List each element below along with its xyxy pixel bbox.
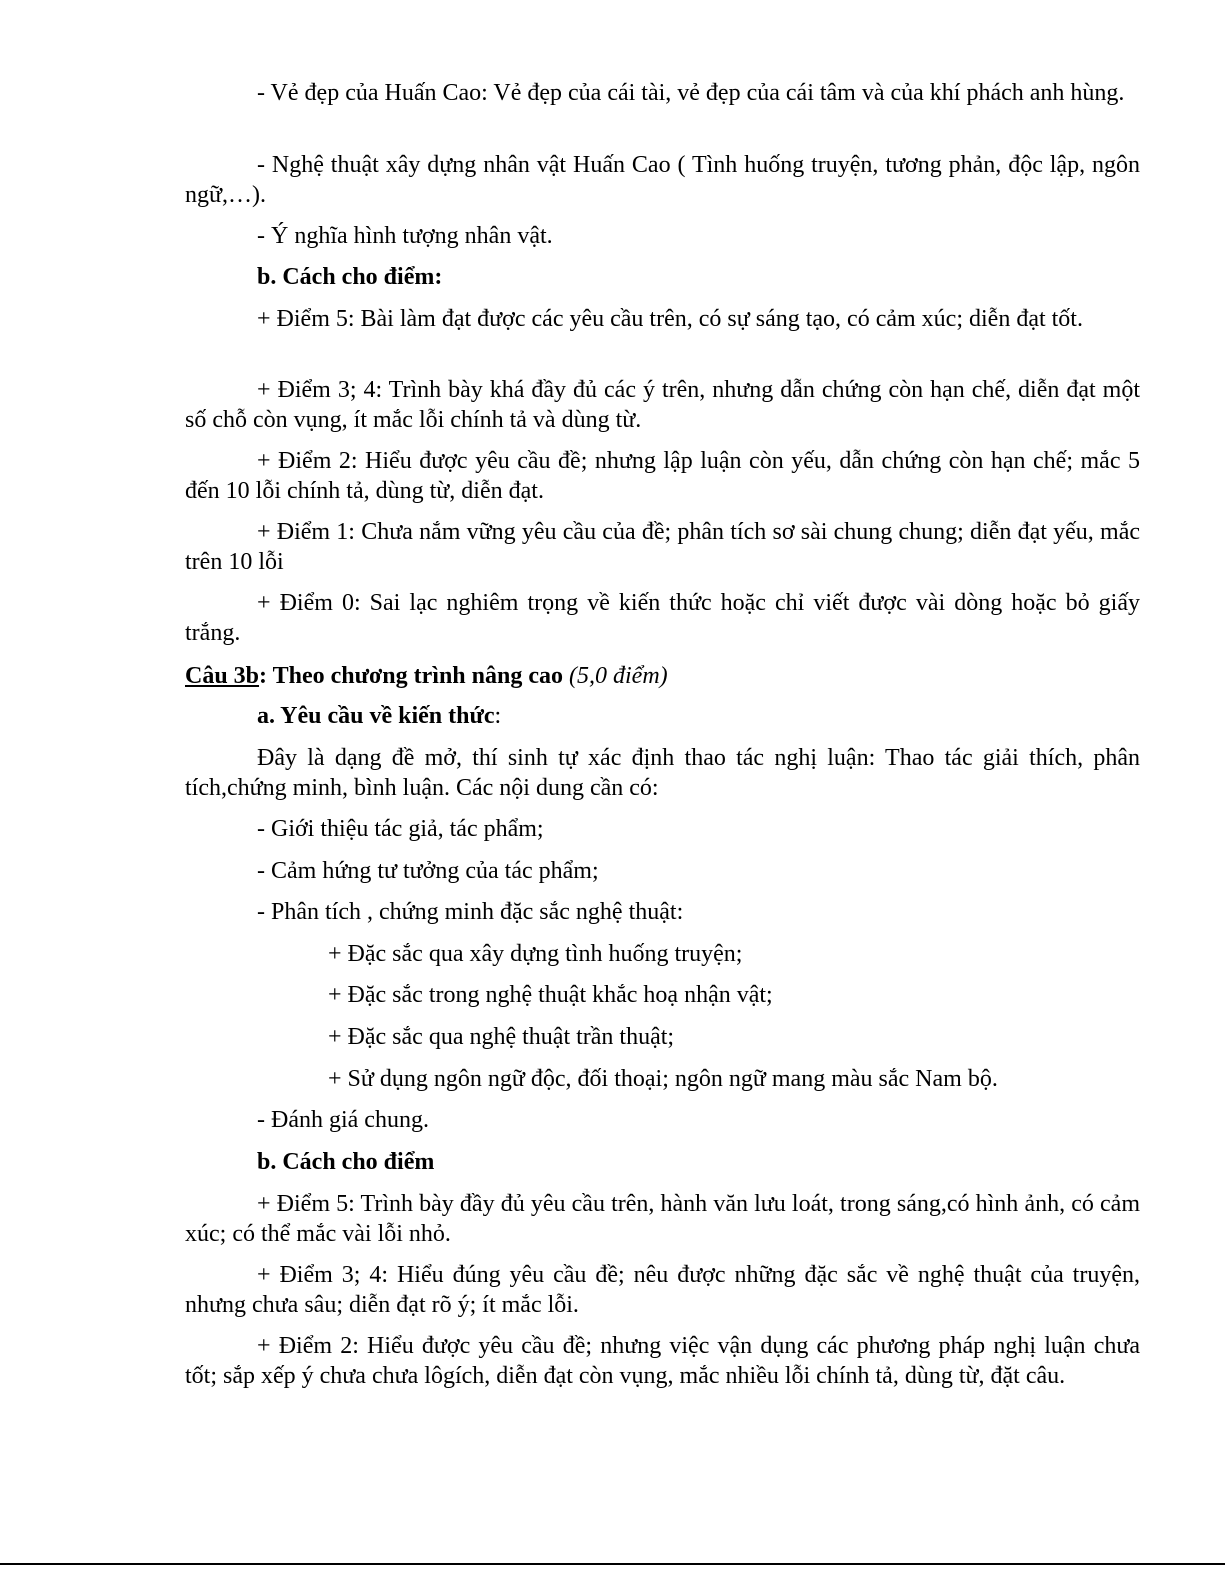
heading-b-grading xyxy=(185,1147,1140,1177)
paragraph: - Vẻ đẹp của Huấn Cao: Vẻ đẹp của cái tài, vẻ đẹp của cái tâm và của khí phách anh hùng. xyxy=(257,80,1125,106)
section-heading xyxy=(185,661,1140,691)
sub-item: + Đặc sắc trong nghệ thuật khắc hoạ nhận vật; xyxy=(328,982,773,1008)
paragraph: - Phân tích , chứng minh đặc sắc nghệ thuật: xyxy=(257,899,684,925)
paragraph: - Nghệ thuật xây dựng nhân vật Huấn Cao ( Tình huống truyện, tương phản, độc lập, ngôn ngữ,…). xyxy=(185,152,1140,208)
paragraph: + Điểm 0: Sai lạc nghiêm trọng về kiến thức hoặc chỉ viết được vài dòng hoặc bỏ giấy trắng. xyxy=(185,590,1140,646)
sub-item: + Đặc sắc qua nghệ thuật trần thuật; xyxy=(328,1024,675,1050)
heading-colon: : xyxy=(494,703,502,729)
paragraph: - Giới thiệu tác giả, tác phẩm; xyxy=(257,816,544,842)
paragraph: - Đánh giá chung. xyxy=(257,1107,429,1133)
heading-text: b. Cách cho điểm xyxy=(257,1149,435,1175)
section-title: : Theo chương trình nâng cao xyxy=(259,663,569,689)
paragraph: + Điểm 2: Hiểu được yêu cầu đề; nhưng lập luận còn yếu, dẫn chứng còn hạn chế; mắc 5 đến 10 lỗi chính tả, dùng từ, diễn đạt. xyxy=(185,448,1140,504)
paragraph: - Ý nghĩa hình tượng nhân vật. xyxy=(257,223,553,249)
paragraph: + Điểm 5: Trình bày đầy đủ yêu cầu trên, hành văn lưu loát, trong sáng,có hình ảnh, có cảm xúc; có thể mắc vài lỗi nhỏ. xyxy=(185,1191,1140,1247)
paragraph: Đây là dạng đề mở, thí sinh tự xác định thao tác nghị luận: Thao tác giải thích, phân tích,chứng minh, bình luận. Các nội dung cần có: xyxy=(185,745,1140,801)
paragraph: + Điểm 1: Chưa nắm vững yêu cầu của đề; phân tích sơ sài chung chung; diễn đạt yếu, mắc trên 10 lỗi xyxy=(185,519,1140,575)
sub-item: + Đặc sắc qua xây dựng tình huống truyện; xyxy=(328,941,743,967)
heading-text: a. Yêu cầu về kiến thức xyxy=(257,703,495,729)
page-bottom-rule xyxy=(0,1563,1225,1565)
heading-b-grading xyxy=(185,262,1140,292)
section-points: (5,0 điểm) xyxy=(569,663,668,689)
heading-text: b. Cách cho điểm: xyxy=(257,264,443,290)
paragraph: - Cảm hứng tư tưởng của tác phẩm; xyxy=(257,858,599,884)
section-label: Câu 3b xyxy=(185,663,260,689)
paragraph: + Điểm 5: Bài làm đạt được các yêu cầu trên, có sự sáng tạo, có cảm xúc; diễn đạt tốt. xyxy=(257,306,1083,332)
paragraph: + Điểm 3; 4: Trình bày khá đầy đủ các ý trên, nhưng dẫn chứng còn hạn chế, diễn đạt một số chỗ còn vụng, ít mắc lỗi chính tả và dùng từ. xyxy=(185,377,1140,433)
paragraph: + Điểm 2: Hiểu được yêu cầu đề; nhưng việc vận dụng các phương pháp nghị luận chưa tốt; sắp xếp ý chưa chưa lôgích, diễn đạt còn vụng, mắc nhiều lỗi chính tả, dùng từ, đặt câu. xyxy=(185,1333,1140,1389)
paragraph: + Điểm 3; 4: Hiểu đúng yêu cầu đề; nêu được những đặc sắc về nghệ thuật của truyện, nhưng chưa sâu; diễn đạt rõ ý; ít mắc lỗi. xyxy=(185,1262,1140,1318)
sub-item: + Sử dụng ngôn ngữ độc, đối thoại; ngôn ngữ mang màu sắc Nam bộ. xyxy=(328,1066,998,1092)
heading-a-knowledge xyxy=(185,701,1140,731)
